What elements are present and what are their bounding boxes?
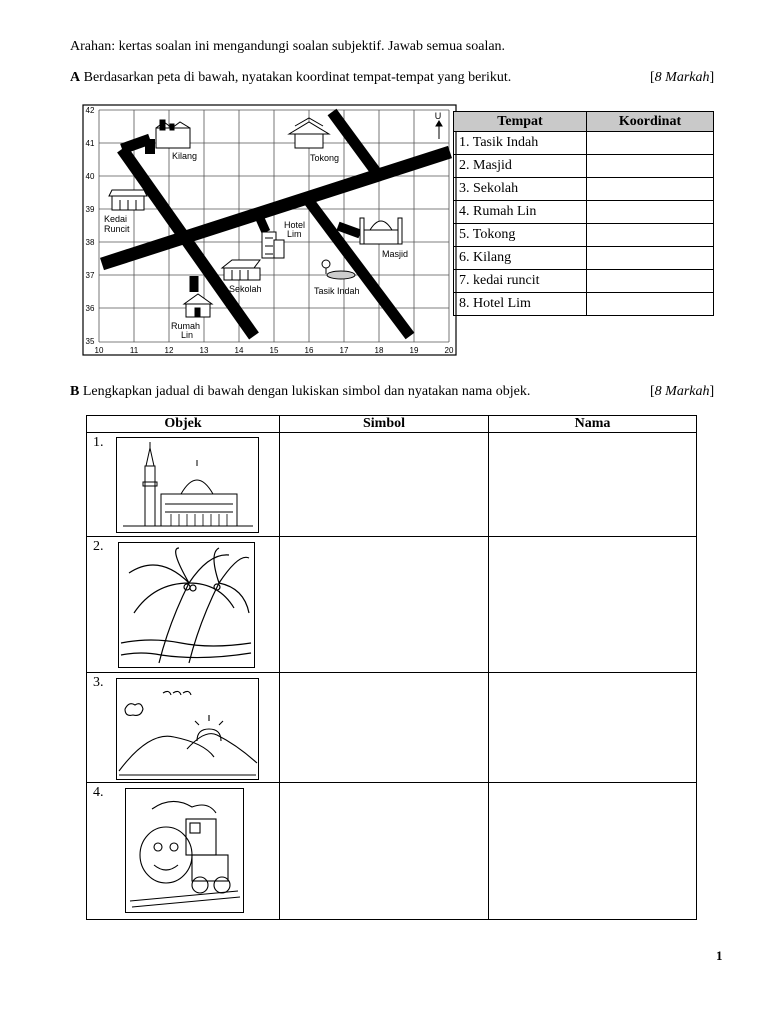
y-tick: 39 [85,205,95,214]
row-number: 4. [93,785,104,800]
section-a-question [70,70,511,86]
x-tick: 17 [339,346,349,355]
school-icon [222,260,260,280]
y-tick: 42 [85,106,95,115]
section-a-text: Berdasarkan peta di bawah, nyatakan koordinat tempat-tempat yang berikut. [83,70,512,85]
map-label-tasik: Tasik Indah [314,286,360,296]
section-a-letter: A [70,70,81,85]
symbol-answer-cell[interactable] [280,783,489,920]
place-cell: 2. Masjid [454,155,587,178]
table-row [87,537,697,673]
name-answer-cell[interactable] [489,673,697,783]
name-answer-cell[interactable] [489,783,697,920]
section-b-text: Lengkapkan jadual di bawah dengan lukiskan simbol dan nyatakan nama objek. [82,384,531,399]
x-tick: 15 [269,346,279,355]
object-cell [87,433,280,537]
instructions: Arahan: kertas soalan ini mengandungi soalan subjektif. Jawab semua soalan. [70,39,506,54]
header-tempat: Tempat [454,112,587,132]
map-label-runcit: Runcit [104,224,130,234]
header-nama: Nama [489,416,697,433]
row-number: 3. [93,675,104,690]
place-cell: 6. Kilang [454,247,587,270]
coconut-tree-picture [118,542,255,668]
table-row [454,224,714,247]
x-tick: 12 [164,346,174,355]
symbol-answer-cell[interactable] [280,433,489,537]
map-label-tokong: Tokong [310,153,340,163]
x-tick: 19 [409,346,419,355]
north-label: U [434,111,442,121]
grid-map [82,104,457,356]
x-tick: 20 [444,346,454,355]
coordinate-answer-cell[interactable] [587,201,714,224]
coordinate-answer-cell[interactable] [587,178,714,201]
x-tick: 18 [374,346,384,355]
coordinate-answer-cell[interactable] [587,224,714,247]
y-tick: 35 [85,337,95,346]
table-row [454,155,714,178]
page-number: 1 [716,948,723,963]
mosque-picture [116,437,259,533]
map-label-lim: Lim [287,229,302,239]
coordinate-answer-cell[interactable] [587,132,714,155]
symbol-answer-cell[interactable] [280,673,489,783]
coordinates-table [453,111,714,316]
table-row [454,178,714,201]
shop-icon [109,190,147,210]
x-tick: 11 [129,346,139,355]
symbol-table [86,415,697,920]
table-row [454,270,714,293]
map-label-kilang: Kilang [172,151,198,161]
place-cell: 8. Hotel Lim [454,293,587,316]
table-row [87,673,697,783]
map-label-rumah: Rumah [171,321,201,331]
place-cell: 1. Tasik Indah [454,132,587,155]
section-b-question [70,384,530,400]
symbol-answer-cell[interactable] [280,537,489,673]
header-objek: Objek [87,416,280,433]
table-row [87,433,697,537]
y-tick: 38 [85,238,95,247]
x-tick: 13 [199,346,209,355]
object-cell [87,673,280,783]
table-row [87,783,697,920]
y-tick: 36 [85,304,95,313]
x-tick: 14 [234,346,244,355]
place-cell: 7. kedai runcit [454,270,587,293]
coordinate-answer-cell[interactable] [587,155,714,178]
table-row [454,132,714,155]
y-tick: 40 [85,172,95,181]
header-simbol: Simbol [280,416,489,433]
map-label-kedai: Kedai [104,214,128,224]
section-b-marks: [8 Markah] [650,384,715,399]
x-tick: 16 [304,346,314,355]
mountain-picture [116,678,259,780]
place-cell: 3. Sekolah [454,178,587,201]
y-tick: 37 [85,271,95,280]
row-number: 2. [93,539,104,554]
coordinate-answer-cell[interactable] [587,247,714,270]
table-row [454,293,714,316]
train-picture [125,788,244,913]
object-cell [87,783,280,920]
map-label-sekolah: Sekolah [229,284,262,294]
row-number: 1. [93,435,104,450]
object-cell [87,537,280,673]
map-label-masjid: Masjid [382,249,409,259]
table-row [454,247,714,270]
name-answer-cell[interactable] [489,433,697,537]
name-answer-cell[interactable] [489,537,697,673]
place-cell: 4. Rumah Lin [454,201,587,224]
place-cell: 5. Tokong [454,224,587,247]
section-b-letter: B [70,384,80,399]
coordinate-answer-cell[interactable] [587,270,714,293]
map-label-hotel: Hotel [284,220,306,230]
x-tick: 10 [94,346,104,355]
map-label-rumah-lin: Lin [181,330,194,340]
coordinate-answer-cell[interactable] [587,293,714,316]
header-koordinat: Koordinat [587,112,714,132]
y-tick: 41 [85,139,95,148]
section-a-marks: [8 Markah] [650,70,715,85]
table-row [454,201,714,224]
